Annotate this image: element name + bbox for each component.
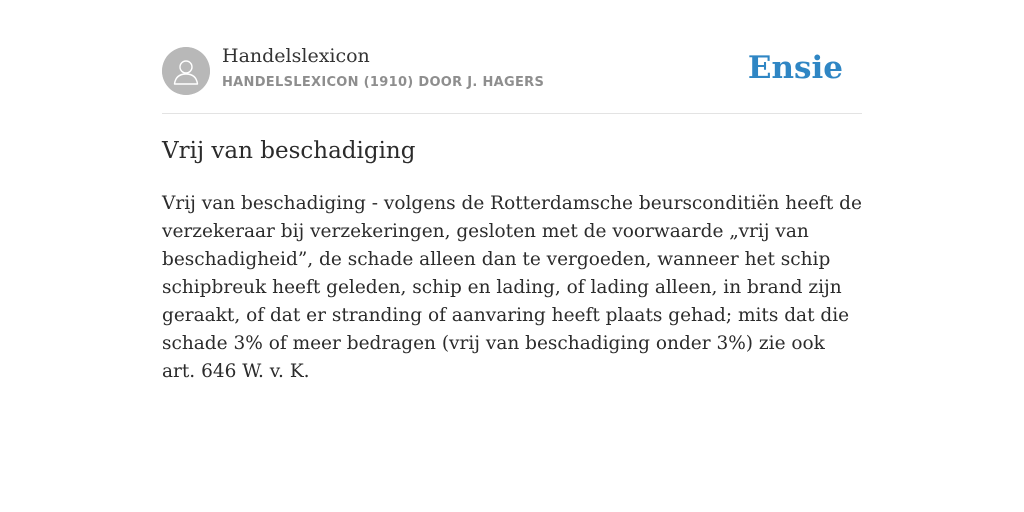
user-silhouette-icon[interactable] [162, 47, 210, 95]
source-title[interactable]: Handelslexicon [222, 45, 370, 67]
entry-body: Vrij van beschadiging - volgens de Rotterdamsche beursconditiën heeft de verzekeraar bij verzekeringen, gesloten met de voorwaarde „vrij van beschadigheid”, de schade alleen dan te vergoeden, wanneer het schip schipbreuk heeft geleden, schip en lading, of lading alleen, in brand zijn geraakt, of dat er stranding of aanvaring heeft plaats gehad; mits dat die schade 3% of meer bedragen (vrij van beschadiging onder 3%) zie ook art. 646 W. v. K. [162, 193, 862, 382]
brand-logo[interactable]: Ensie [747, 50, 843, 86]
source-subtitle[interactable]: HANDELSLEXICON (1910) DOOR J. HAGERS [222, 75, 545, 90]
entry-card [162, 0, 862, 382]
entry-title: Vrij van beschadiging [162, 138, 416, 164]
entry-header [162, 0, 862, 114]
